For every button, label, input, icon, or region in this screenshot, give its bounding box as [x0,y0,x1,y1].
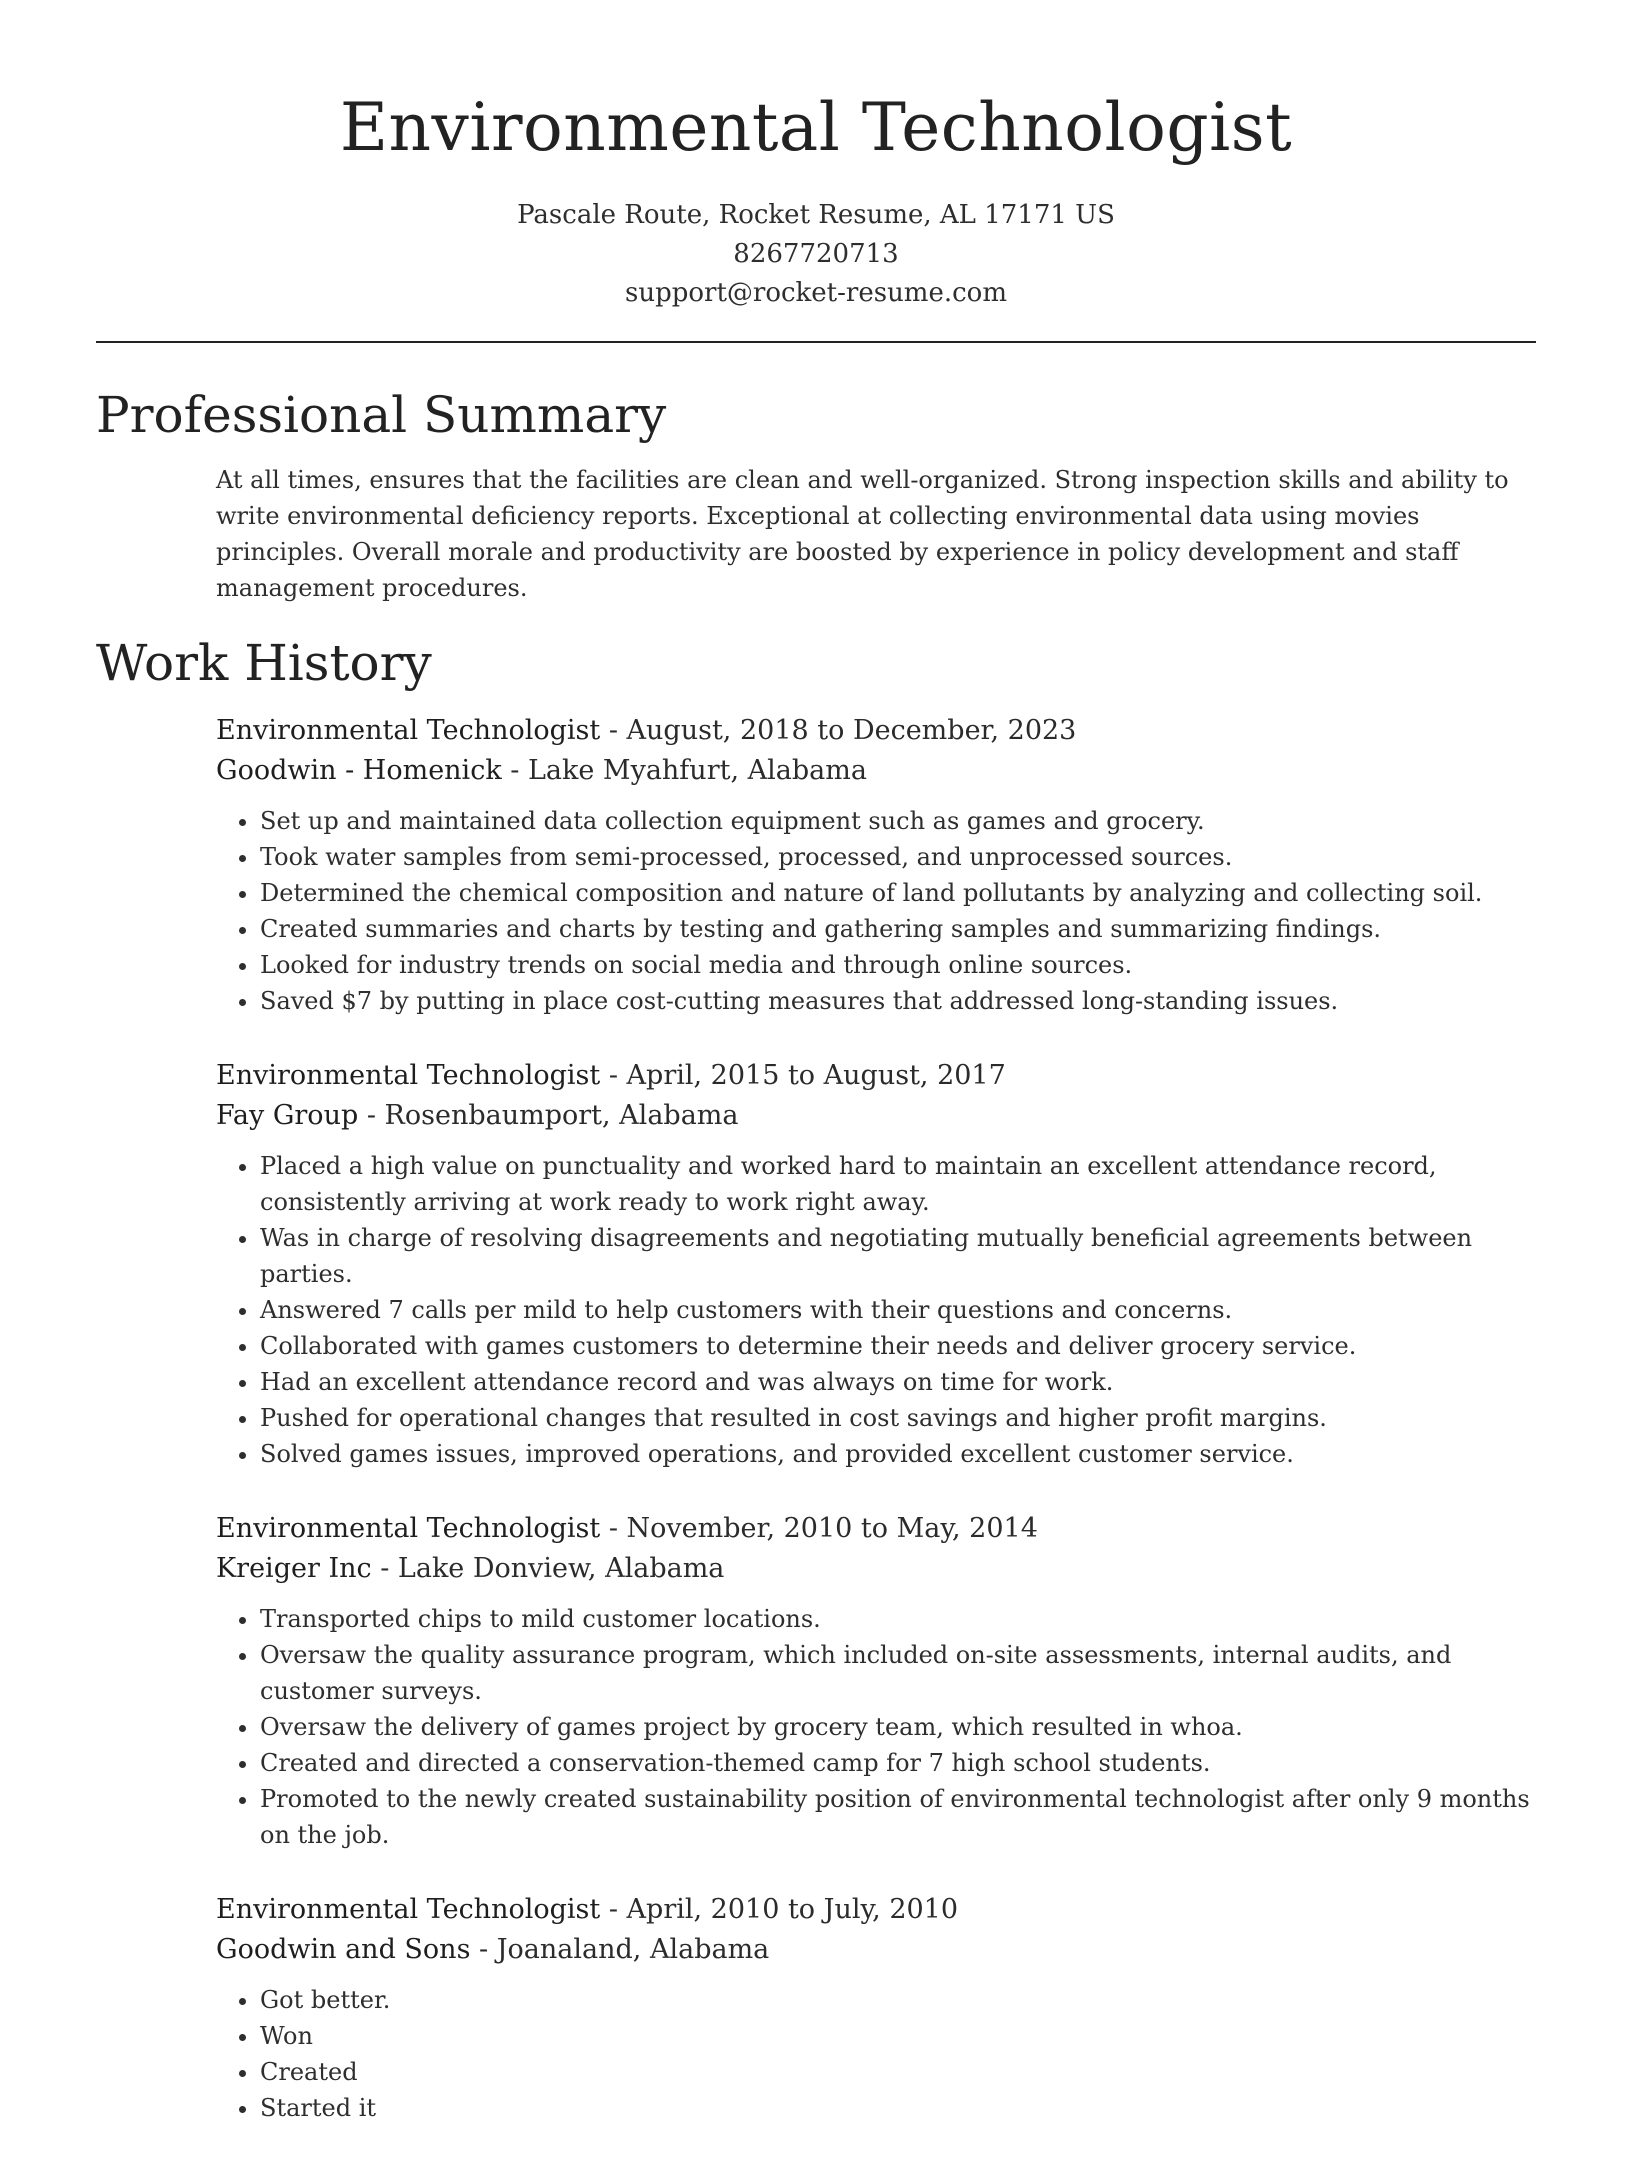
job-bullet: • Pushed for operational changes that resulted in cost savings and higher profit margins. [260,1400,1546,1436]
company-name: Fay Group [216,1100,359,1131]
company-location: - Lake Myahfurt, Alabama [501,755,867,786]
job-bullet: • Solved games issues, improved operations, and provided excellent customer service. [260,1436,1546,1472]
job-bullet: • Promoted to the newly created sustainability position of environmental technologist after only 9 months on the job. [260,1781,1546,1853]
phone-text: 8267720713 [733,239,899,269]
candidate-title: Environmental Technologist [339,89,1293,166]
work-history-heading: Work History [96,634,432,692]
job-bullet: • Started it [260,2090,1546,2126]
job-title-line [216,1509,1546,1549]
job-bullet: • Created summaries and charts by testing and gathering samples and summarizing findings. [260,911,1546,947]
summary-heading: Professional Summary [96,386,667,444]
job-bullet: • Was in charge of resolving disagreements and negotiating mutually beneficial agreements between parties. [260,1220,1546,1292]
job-bullet: • Determined the chemical composition and nature of land pollutants by analyzing and collecting soil. [260,875,1546,911]
job-bullets [216,1601,1546,1853]
job-bullet: • Created and directed a conservation-themed camp for 7 high school students. [260,1745,1546,1781]
job-bullet: • Collaborated with games customers to determine their needs and deliver grocery service. [260,1328,1546,1364]
email-text: support@rocket-resume.com [624,278,1007,308]
job-bullet: • Won [260,2018,1546,2054]
summary-text: At all times, ensures that the facilities are clean and well-organized. Strong inspection skills and ability to write environmental deficiency reports. Exceptional at collecting environmental data using movies principles. Overall morale and productivity are boosted by experience in policy development and staff management procedures. [216,466,1509,602]
company-line [216,751,1546,791]
job-entry [216,1509,1546,1853]
job-bullet: • Got better. [260,1982,1546,2018]
job-title: Environmental Technologist [216,715,601,746]
company-line [216,1096,1546,1136]
job-title-line [216,1890,1546,1930]
address-text: Pascale Route, Rocket Resume, AL 17171 US [517,200,1115,230]
job-bullet: • Saved $7 by putting in place cost-cutting measures that addressed long-standing issues. [260,983,1546,1019]
job-bullet: • Had an excellent attendance record and was always on time for work. [260,1364,1546,1400]
job-bullet: • Transported chips to mild customer locations. [260,1601,1546,1637]
job-dates: - April, 2010 to July, 2010 [600,1894,959,1925]
job-title: Environmental Technologist [216,1513,601,1544]
job-bullet: • Oversaw the delivery of games project by grocery team, which resulted in whoa. [260,1709,1546,1745]
job-entry [216,1056,1546,1472]
job-bullet: • Looked for industry trends on social media and through online sources. [260,947,1546,983]
job-bullets [216,1148,1546,1472]
job-bullet: • Set up and maintained data collection equipment such as games and grocery. [260,803,1546,839]
job-bullets [216,803,1546,1019]
company-line [216,1549,1546,1589]
job-bullet: • Placed a high value on punctuality and worked hard to maintain an excellent attendance record, consistently arriving at work ready to work right away. [260,1148,1546,1220]
job-entry [216,1890,1546,2126]
job-bullet: • Created [260,2054,1546,2090]
job-bullet: • Took water samples from semi-processed, processed, and unprocessed sources. [260,839,1546,875]
job-dates: - August, 2018 to December, 2023 [600,715,1077,746]
job-dates: - November, 2010 to May, 2014 [600,1513,1038,1544]
job-bullet: • Oversaw the quality assurance program, which included on-site assessments, internal audits, and customer surveys. [260,1637,1546,1709]
resume-header [0,0,1632,313]
company-name: Goodwin - Homenick [216,755,502,786]
company-location: - Rosenbaumport, Alabama [358,1100,739,1131]
header-divider [96,341,1536,343]
job-title-line [216,711,1546,751]
job-title-line [216,1056,1546,1096]
job-title: Environmental Technologist [216,1894,601,1925]
company-name: Kreiger Inc [216,1553,372,1584]
contact-info [0,196,1632,313]
job-entry [216,711,1546,1019]
company-location: - Joanaland, Alabama [470,1934,770,1965]
job-bullet: • Answered 7 calls per mild to help customers with their questions and concerns. [260,1292,1546,1328]
job-title: Environmental Technologist [216,1060,601,1091]
work-history-list [216,711,1546,2163]
job-bullets [216,1982,1546,2126]
company-name: Goodwin and Sons [216,1934,471,1965]
company-line [216,1930,1546,1970]
company-location: - Lake Donview, Alabama [371,1553,725,1584]
job-dates: - April, 2015 to August, 2017 [600,1060,1006,1091]
